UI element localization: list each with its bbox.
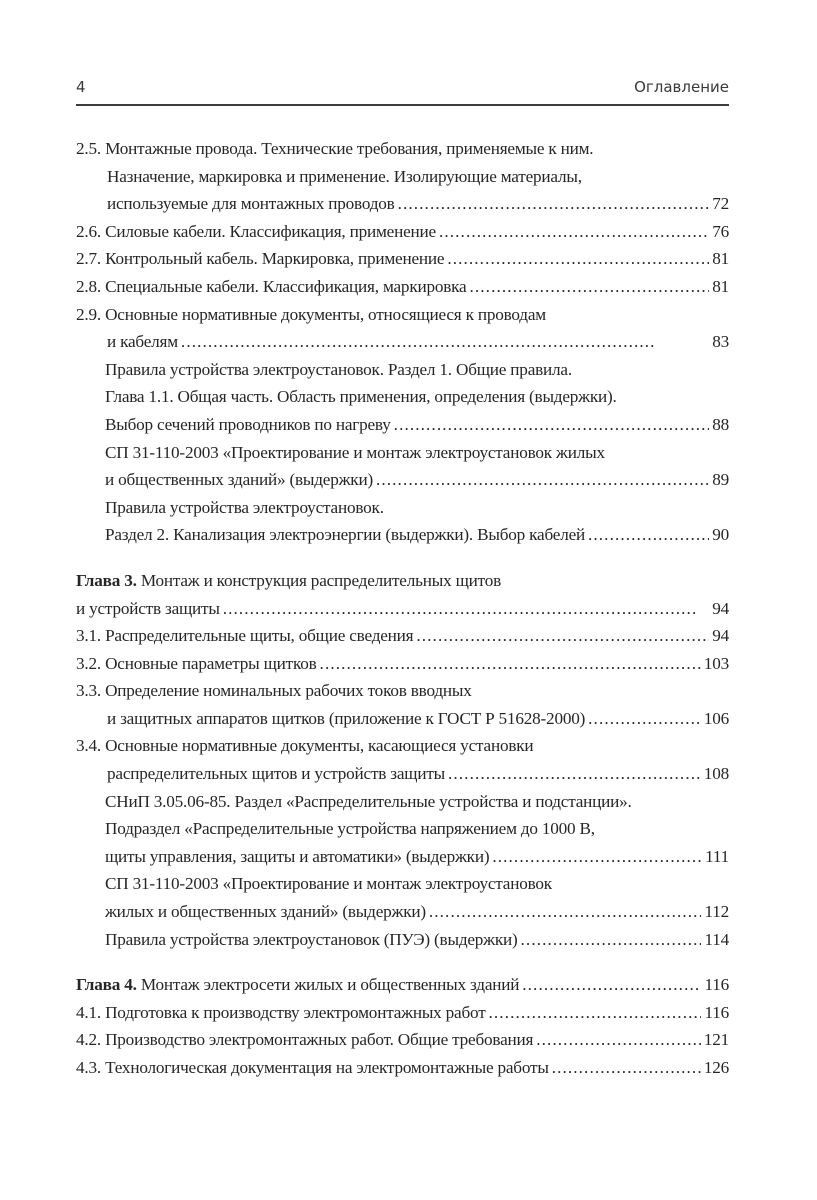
dot-leader (522, 971, 701, 999)
header-rule (76, 104, 729, 106)
page-ref: 121 (703, 1030, 729, 1050)
toc-entry-2-5[interactable]: используемые для монтажных проводов . . . 72 (76, 190, 729, 218)
toc-entry-3-1[interactable]: 3.1. Распределительные щиты, общие сведения . . . 94 (76, 622, 729, 650)
toc-line: Глава 3. Монтаж и конструкция распределительных щитов (76, 570, 502, 590)
dot-leader (447, 245, 709, 273)
running-header (76, 78, 729, 102)
dot-leader (489, 999, 702, 1027)
toc-line: 3.3. Определение номинальных рабочих токов вводных (76, 681, 472, 701)
page-ref: 108 (703, 764, 729, 784)
page-ref: 94 (712, 598, 729, 618)
toc-entry-sp-31-110[interactable]: и общественных зданий» (выдержки) . . . 89 (76, 466, 729, 494)
toc-line: Назначение, маркировка и применение. Изолирующие материалы, (107, 166, 582, 186)
toc-entry-chapter-4[interactable]: Глава 4. Монтаж электросети жилых и общественных зданий . . . 116 (76, 971, 729, 999)
running-title: Оглавление (634, 78, 729, 96)
toc-entry-3-3[interactable]: и защитных аппаратов щитков (приложение к ГОСТ Р 51628-2000) . . . 106 (76, 705, 729, 733)
page-ref: 88 (712, 414, 729, 434)
toc-entry-3-2[interactable]: 3.2. Основные параметры щитков . . . 103 (76, 650, 729, 678)
page-ref: 126 (703, 1058, 729, 1077)
chapter-label: Глава 3. (76, 570, 137, 590)
page-ref: 111 (705, 846, 729, 866)
dot-leader (536, 1026, 701, 1054)
dot-leader (416, 622, 709, 650)
dot-leader (448, 760, 701, 788)
page-ref: 103 (703, 653, 729, 673)
toc-entry-2-9[interactable]: и кабелям . . . 83 (76, 328, 729, 356)
page-ref: 76 (712, 221, 729, 241)
page-ref: 72 (712, 194, 729, 214)
page-ref: 89 (712, 470, 729, 490)
dot-leader (588, 521, 709, 549)
dot-leader (181, 328, 709, 356)
toc-line: СП 31-110-2003 «Проектирование и монтаж электроустановок (105, 874, 552, 894)
page-ref: 94 (712, 626, 729, 646)
dot-leader (376, 466, 709, 494)
toc-line: Правила устройства электроустановок. (105, 497, 384, 517)
toc-line: СП 31-110-2003 «Проектирование и монтаж электроустановок жилых (105, 442, 605, 462)
dot-leader (320, 650, 701, 678)
page-number: 4 (76, 78, 86, 96)
toc-line: СНиП 3.05.06-85. Раздел «Распределительные устройства и подстанции». (105, 791, 632, 811)
page-ref: 114 (704, 929, 729, 949)
toc-entry-sp-31-110-2[interactable]: жилых и общественных зданий» (выдержки) . . . 112 (76, 898, 729, 926)
toc-entry-chapter-3[interactable]: и устройств защиты . . . 94 (76, 595, 729, 623)
dot-leader (470, 273, 710, 301)
dot-leader (439, 218, 709, 246)
toc-line: Подраздел «Распределительные устройства напряжением до 1000 В, (105, 819, 595, 839)
toc-line: 3.4. Основные нормативные документы, касающиеся установки (76, 736, 534, 756)
dot-leader (552, 1054, 701, 1082)
toc-line: 2.9. Основные нормативные документы, относящиеся к проводам (76, 304, 546, 324)
toc-entry-snip[interactable]: щиты управления, защиты и автоматики» (выдержки) . . . 111 (76, 843, 729, 871)
toc-entry-pue-section-1[interactable]: Выбор сечений проводников по нагреву . . . 88 (76, 411, 729, 439)
page-ref: 116 (704, 1002, 729, 1022)
toc-entry-4-3[interactable]: 4.3. Технологическая документация на электромонтажные работы . . . 126 (76, 1054, 729, 1082)
toc-entry-3-4[interactable]: распределительных щитов и устройств защиты . . . 108 (76, 760, 729, 788)
dot-leader (223, 595, 710, 623)
dot-leader (398, 190, 710, 218)
dot-leader (394, 411, 710, 439)
dot-leader (588, 705, 701, 733)
page-ref: 116 (704, 975, 729, 995)
page-ref: 106 (703, 708, 729, 728)
toc-line: Правила устройства электроустановок. Раздел 1. Общие правила. (105, 359, 572, 379)
toc-entry-4-2[interactable]: 4.2. Производство электромонтажных работ. Общие требования . . . 121 (76, 1026, 729, 1054)
table-of-contents (76, 135, 729, 1082)
page-ref: 90 (712, 525, 729, 545)
dot-leader (521, 926, 702, 954)
page-ref: 83 (712, 332, 729, 352)
dot-leader (492, 843, 702, 871)
chapter-label: Глава 4. (76, 975, 137, 995)
toc-entry-2-7[interactable]: 2.7. Контрольный кабель. Маркировка, применение . . . 81 (76, 245, 729, 273)
page-ref: 81 (712, 249, 729, 269)
toc-entry-pue-section-2[interactable]: Раздел 2. Канализация электроэнергии (выдержки). Выбор кабелей . . . 90 (76, 521, 729, 549)
page-ref: 112 (704, 902, 729, 922)
page-ref: 81 (712, 276, 729, 296)
toc-line: 2.5. Монтажные провода. Технические требования, применяемые к ним. (76, 139, 594, 158)
dot-leader (429, 898, 702, 926)
toc-entry-pue[interactable]: Правила устройства электроустановок (ПУЭ) (выдержки) . . . 114 (76, 926, 729, 954)
toc-entry-2-6[interactable]: 2.6. Силовые кабели. Классификация, применение . . . 76 (76, 218, 729, 246)
toc-line: Глава 1.1. Общая часть. Область применения, определения (выдержки). (105, 387, 617, 407)
toc-entry-2-8[interactable]: 2.8. Специальные кабели. Классификация, маркировка . . . 81 (76, 273, 729, 301)
toc-entry-4-1[interactable]: 4.1. Подготовка к производству электромонтажных работ . . . 116 (76, 999, 729, 1027)
